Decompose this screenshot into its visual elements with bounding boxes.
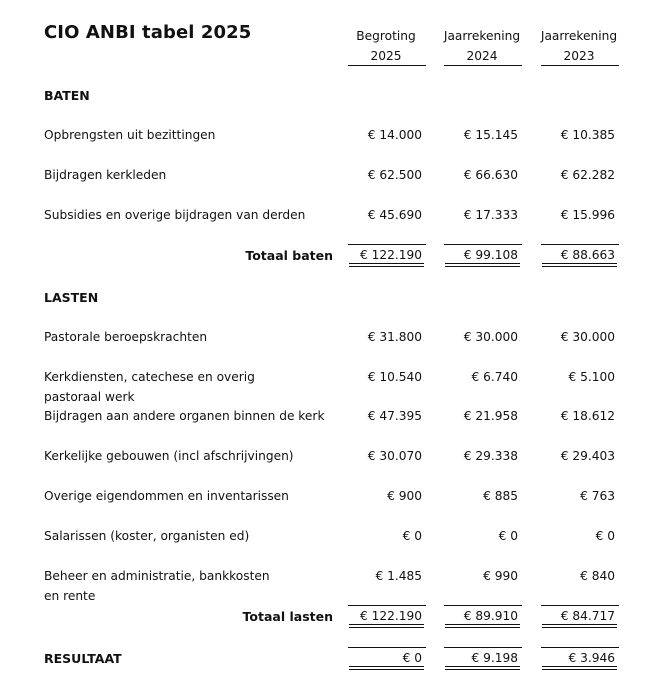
row-label: Kerkdiensten, catechese en overig <box>44 370 255 384</box>
double-underline <box>445 624 520 628</box>
result-top-rule <box>444 647 522 648</box>
row-label: Salarissen (koster, organisten ed) <box>44 529 250 543</box>
result-jaarrekening-2023: € 3.946 <box>568 651 615 665</box>
value-jaarrekening-2023: € 62.282 <box>560 168 615 182</box>
value-jaarrekening-2024: € 885 <box>483 489 518 503</box>
total-jaarrekening-2023: € 88.663 <box>560 248 615 262</box>
value-begroting-2025: € 31.800 <box>367 330 422 344</box>
double-underline <box>349 666 424 670</box>
column-header-line1: Jaarrekening <box>443 29 521 43</box>
value-jaarrekening-2023: € 763 <box>580 489 615 503</box>
header-underline <box>348 65 426 66</box>
double-underline <box>542 666 617 670</box>
double-underline <box>445 666 520 670</box>
value-begroting-2025: € 30.070 <box>367 449 422 463</box>
total-top-rule <box>348 605 426 606</box>
column-header-line2: 2025 <box>370 49 402 63</box>
column-header-line1: Begroting <box>356 29 416 43</box>
value-begroting-2025: € 62.500 <box>367 168 422 182</box>
total-jaarrekening-2023: € 84.717 <box>560 609 615 623</box>
value-jaarrekening-2024: € 21.958 <box>463 409 518 423</box>
value-jaarrekening-2023: € 840 <box>580 569 615 583</box>
value-begroting-2025: € 47.395 <box>367 409 422 423</box>
value-jaarrekening-2023: € 30.000 <box>560 330 615 344</box>
total-begroting-2025: € 122.190 <box>359 248 422 262</box>
column-header-jaarrekening-2023 <box>540 26 618 66</box>
row-label: Beheer en administratie, bankkosten <box>44 569 270 583</box>
result-jaarrekening-2024: € 9.198 <box>471 651 518 665</box>
column-header-line1: Jaarrekening <box>540 29 618 43</box>
value-jaarrekening-2024: € 29.338 <box>463 449 518 463</box>
value-jaarrekening-2023: € 18.612 <box>560 409 615 423</box>
value-jaarrekening-2024: € 990 <box>483 569 518 583</box>
total-top-rule <box>444 244 522 245</box>
value-jaarrekening-2024: € 30.000 <box>463 330 518 344</box>
row-label: Kerkelijke gebouwen (incl afschrijvingen) <box>44 449 294 463</box>
value-begroting-2025: € 10.540 <box>367 370 422 384</box>
total-top-rule <box>541 244 619 245</box>
total-label: Totaal baten <box>245 248 333 263</box>
double-underline <box>542 263 617 267</box>
row-label: Opbrengsten uit bezittingen <box>44 128 216 142</box>
result-top-rule <box>541 647 619 648</box>
value-jaarrekening-2024: € 17.333 <box>463 208 518 222</box>
column-header-line2: 2024 <box>466 49 498 63</box>
value-jaarrekening-2024: € 66.630 <box>463 168 518 182</box>
double-underline <box>445 263 520 267</box>
row-label: Bijdragen aan andere organen binnen de kerk <box>44 409 325 423</box>
value-begroting-2025: € 900 <box>387 489 422 503</box>
result-begroting-2025: € 0 <box>402 651 422 665</box>
value-begroting-2025: € 14.000 <box>367 128 422 142</box>
row-label-continued: en rente <box>44 589 96 603</box>
double-underline <box>349 624 424 628</box>
total-top-rule <box>348 244 426 245</box>
row-label-continued: pastoraal werk <box>44 390 135 404</box>
section-heading-lasten: LASTEN <box>44 290 99 305</box>
result-label: RESULTAAT <box>44 651 122 666</box>
value-jaarrekening-2024: € 0 <box>498 529 518 543</box>
value-jaarrekening-2024: € 6.740 <box>471 370 518 384</box>
value-begroting-2025: € 45.690 <box>367 208 422 222</box>
total-jaarrekening-2024: € 89.910 <box>463 609 518 623</box>
column-header-jaarrekening-2024 <box>443 26 521 66</box>
row-label: Pastorale beroepskrachten <box>44 330 208 344</box>
value-begroting-2025: € 1.485 <box>375 569 422 583</box>
row-label: Subsidies en overige bijdragen van derden <box>44 208 306 222</box>
value-jaarrekening-2023: € 5.100 <box>568 370 615 384</box>
value-jaarrekening-2024: € 15.145 <box>463 128 518 142</box>
header-underline <box>541 65 619 66</box>
value-jaarrekening-2023: € 15.996 <box>560 208 615 222</box>
total-begroting-2025: € 122.190 <box>359 609 422 623</box>
section-heading-baten: BATEN <box>44 88 90 103</box>
column-header-line2: 2023 <box>563 49 595 63</box>
value-jaarrekening-2023: € 0 <box>595 529 615 543</box>
value-jaarrekening-2023: € 10.385 <box>560 128 615 142</box>
header-underline <box>444 65 522 66</box>
row-label: Bijdragen kerkleden <box>44 168 167 182</box>
total-jaarrekening-2024: € 99.108 <box>463 248 518 262</box>
row-label: Overige eigendommen en inventarissen <box>44 489 289 503</box>
total-top-rule <box>541 605 619 606</box>
total-top-rule <box>444 605 522 606</box>
double-underline <box>349 263 424 267</box>
column-header-begroting-2025 <box>347 26 425 66</box>
total-label: Totaal lasten <box>242 609 333 624</box>
double-underline <box>542 624 617 628</box>
value-jaarrekening-2023: € 29.403 <box>560 449 615 463</box>
result-top-rule <box>348 647 426 648</box>
value-begroting-2025: € 0 <box>402 529 422 543</box>
page-title: CIO ANBI tabel 2025 <box>44 22 252 43</box>
